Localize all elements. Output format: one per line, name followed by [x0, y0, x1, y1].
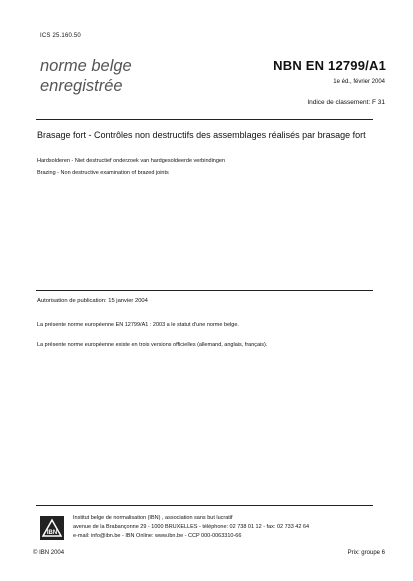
brand-line-1: norme belge — [40, 57, 132, 75]
bottom-divider — [36, 505, 373, 506]
brand-title — [40, 56, 132, 96]
institute-line-3: e-mail: info@ibn.be - IBN Online: www.ibn.be - CCP 000-0063310-66 — [73, 533, 242, 540]
logo-text: IBN — [46, 530, 58, 536]
standard-number: NBN EN 12799/A1 — [273, 58, 386, 73]
price-group: Prix: groupe 6 — [347, 550, 385, 556]
institute-line-1: Institut belge de normalisation (IBN) , association sans but lucratif — [73, 515, 233, 521]
brand-line-2: enregistrée — [40, 77, 123, 95]
title-dutch: Hardsolderen - Niet destructief onderzoek van hardgesoldeerde verbindingen — [37, 158, 226, 164]
publication-authorization: Autorisation de publication: 15 janvier 2004 — [37, 298, 148, 304]
ics-code: ICS 25.160.50 — [40, 33, 81, 39]
institute-info — [73, 514, 309, 542]
title-english: Brazing - Non destructive examination of brazed joints — [37, 170, 169, 176]
title-french: Brasage fort - Contrôles non destructifs des assemblages réalisés par brasage fort — [37, 130, 366, 140]
edition-date: 1e éd., février 2004 — [333, 79, 385, 85]
classification-index: Indice de classement: F 31 — [307, 99, 385, 106]
versions-statement: La présente norme européenne existe en trois versions officielles (allemand, anglais, français). — [37, 342, 268, 348]
top-divider — [36, 119, 373, 120]
ibn-logo-icon — [40, 516, 64, 540]
middle-divider — [36, 290, 373, 291]
status-statement: La présente norme européenne EN 12799/A1 : 2003 a le statut d'une norme belge. — [37, 322, 239, 328]
copyright: © IBN 2004 — [33, 550, 65, 556]
institute-line-2: avenue de la Brabançonne 29 - 1000 BRUXELLES - téléphone: 02 738 01 12 - fax: 02 733 42 64 — [73, 524, 310, 531]
